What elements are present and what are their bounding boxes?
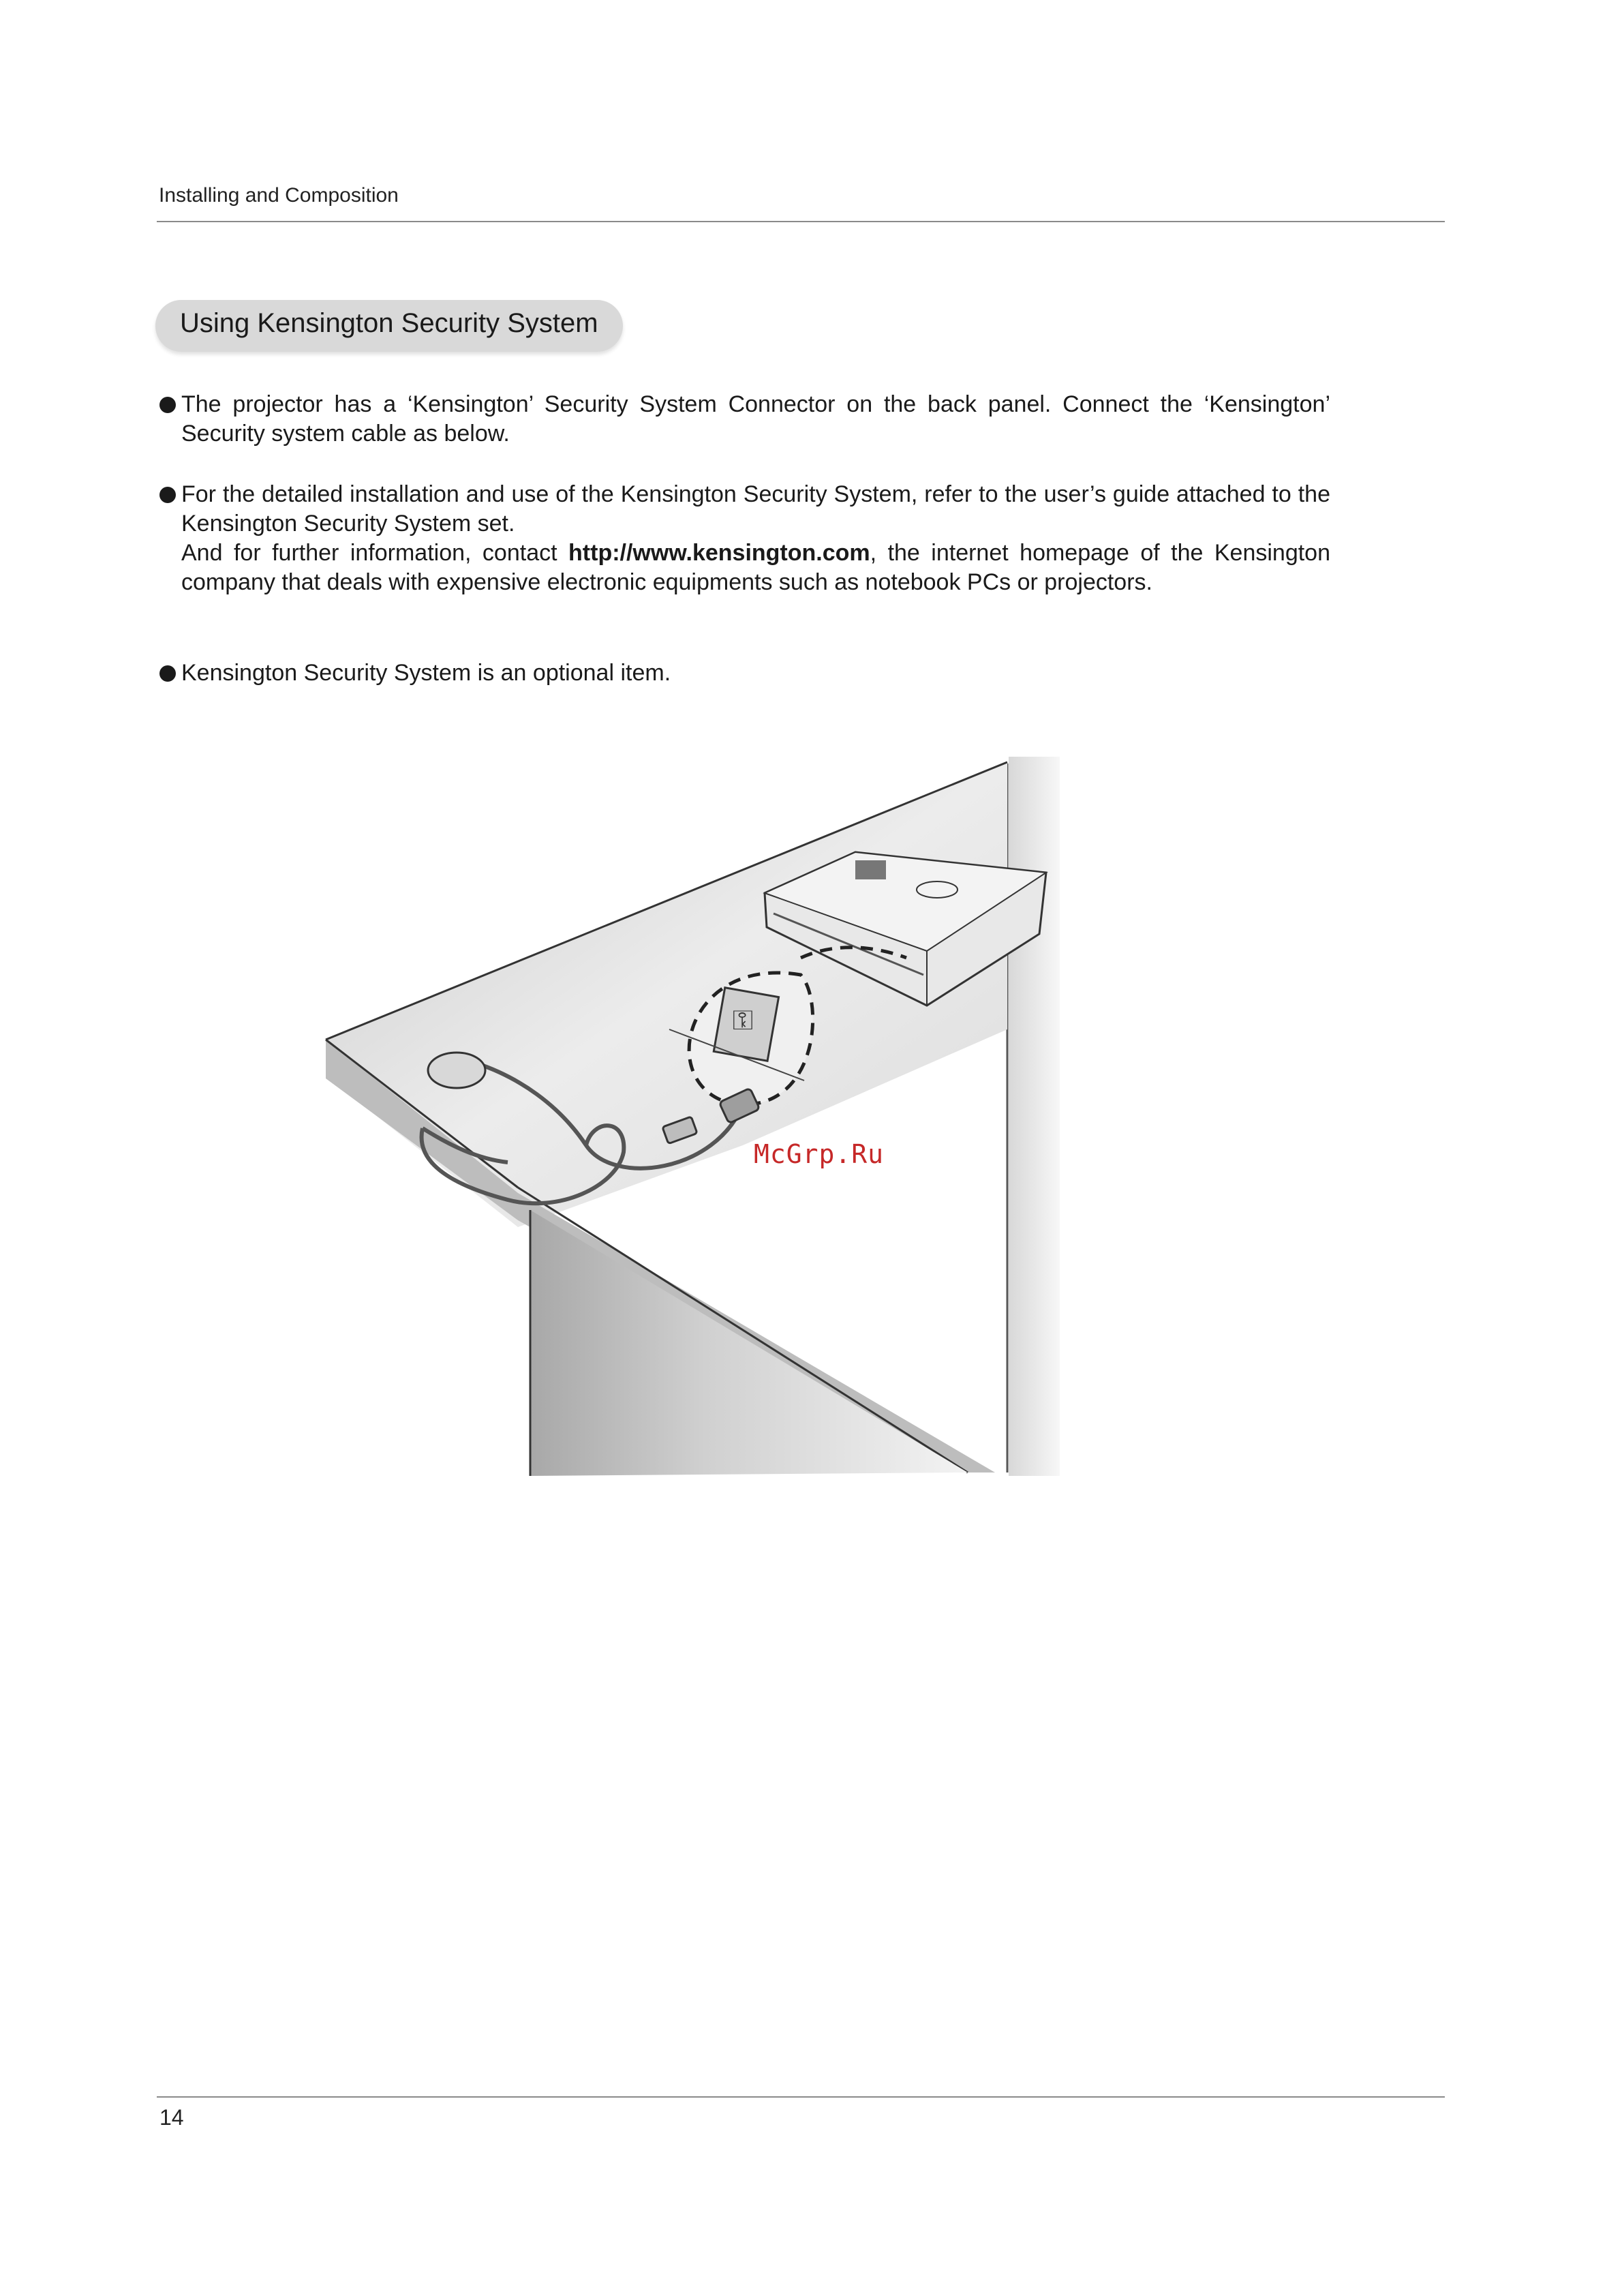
- section-title: Using Kensington Security System: [180, 308, 598, 338]
- bullet-item-1: [159, 390, 1330, 449]
- bullet-text: The projector has a ‘Kensington’ Security System Connector on the back panel. Connect the ‘Kensington’ Security system cable as below.: [181, 391, 1330, 447]
- kensington-url-link[interactable]: http://www.kensington.com: [568, 540, 870, 566]
- footer-divider: [157, 2096, 1445, 2098]
- wall: [1009, 757, 1060, 1476]
- bullet-dot: [159, 397, 176, 413]
- bullet-dot: [159, 487, 176, 503]
- bullet-item-3: [159, 659, 1330, 688]
- bullet-dot: [159, 665, 176, 682]
- bullet-text: For the detailed installation and use of the Kensington Security System, refer to the user’s guide attached to the Kensington Security System set.: [181, 481, 1330, 537]
- bullet-text: Kensington Security System is an optional item.: [181, 660, 671, 686]
- svg-text:⚿: ⚿: [732, 1005, 754, 1036]
- bullet-text-continued: And for further information, contact http://www.kensington.com, the internet homepage of the Kensington company that deals with expensive electronic equipments such as notebook PCs or projectors.: [181, 540, 1331, 595]
- cable-loop-anchor: [428, 1053, 485, 1088]
- kensington-lock-illustration: [300, 750, 1077, 1520]
- desk-leg: [530, 1210, 968, 1476]
- running-header: Installing and Composition: [159, 184, 399, 207]
- header-divider: [157, 221, 1445, 222]
- watermark: McGrp.Ru: [754, 1139, 885, 1169]
- bullet-item-2: [159, 480, 1330, 597]
- page-number: 14: [159, 2105, 184, 2130]
